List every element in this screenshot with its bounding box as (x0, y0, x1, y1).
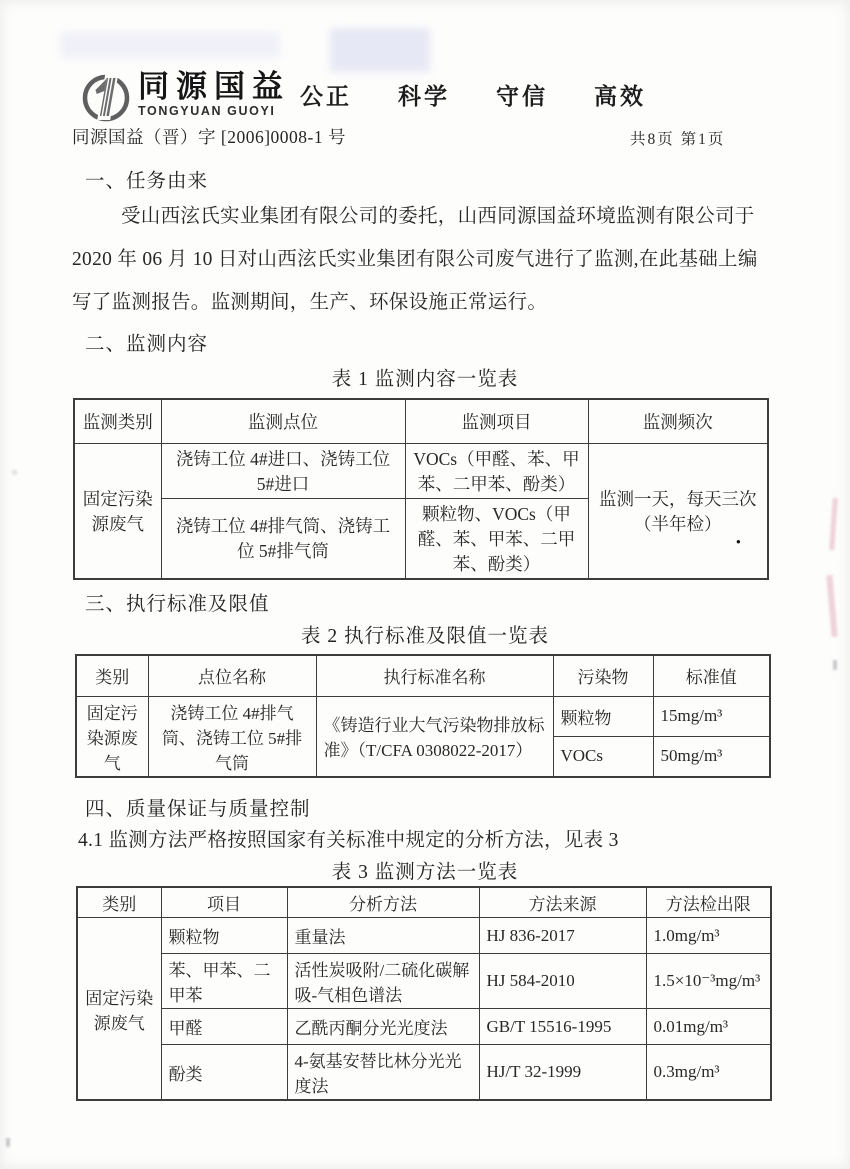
table2-header-cell: 点位名称 (148, 655, 316, 696)
tongyuan-logo-icon (82, 70, 132, 124)
table3-caption: 表 3 监测方法一览表 (331, 862, 519, 883)
table1-frequency-cell (588, 443, 768, 579)
table3-header-cell: 分析方法 (287, 887, 479, 918)
table1-header-cell: 监测频次 (588, 399, 768, 443)
table1-items-cell: VOCs（甲醛、苯、甲苯、二甲苯、酚类） (405, 443, 588, 498)
table2-standards-limits (75, 654, 771, 778)
table3-item-cell: 酚类 (161, 1045, 287, 1101)
table2-pollutant-cell: 颗粒物 (553, 696, 653, 736)
table3-row (77, 918, 771, 954)
table2-header-cell: 污染物 (553, 655, 653, 696)
slogan-word: 守信 (496, 84, 548, 110)
table1-point-cell: 浇铸工位 4#排气筒、浇铸工位 5#排气筒 (161, 498, 405, 579)
table3-header-cell: 方法来源 (479, 887, 646, 918)
table3-row (77, 1009, 771, 1045)
table3-source-cell: HJ/T 32-1999 (479, 1045, 646, 1101)
table3-source-cell: GB/T 15516-1995 (479, 1009, 646, 1045)
section4-subtext: 4.1 监测方法严格按照国家有关标准中规定的分析方法，见表 3 (78, 830, 619, 851)
scan-artifact (12, 470, 17, 475)
section1-paragraph-line3: 写了监测报告。监测期间，生产、环保设施正常运行。 (72, 292, 548, 313)
table3-method-cell: 重量法 (287, 918, 479, 954)
table2-limit-cell: 15mg/m³ (653, 696, 770, 736)
logo-company-name: 同源国益 (138, 69, 290, 104)
table2-header-cell: 类别 (76, 655, 148, 696)
section1-paragraph-line2: 2020 年 06 月 10 日对山西泫氏实业集团有限公司废气进行了监测,在此基础上编 (72, 249, 758, 270)
scan-artifact (833, 660, 837, 670)
slogan-word: 公正 (300, 84, 352, 110)
scan-artifact (330, 28, 430, 72)
table3-method-cell: 4-氨基安替比林分光光度法 (287, 1045, 479, 1101)
table2-pollutant-cell: VOCs (553, 736, 653, 777)
table1-items-cell: 颗粒物、VOCs（甲醛、苯、甲苯、二甲苯、酚类） (405, 498, 588, 579)
section2-title: 二、监测内容 (85, 334, 209, 355)
stray-ink-dot: • (735, 534, 741, 551)
slogan-word: 科学 (398, 84, 450, 110)
table1-monitoring-content (73, 398, 769, 580)
logo-company-name-latin: TONGYUAN GUOYI (138, 104, 276, 118)
table3-row (77, 954, 771, 1009)
table3-limit-cell: 1.5×10⁻³mg/m³ (646, 954, 771, 1009)
table1-frequency-line2: （半年检） (634, 513, 722, 534)
table2-row (76, 696, 770, 736)
table1-point-cell: 浇铸工位 4#进口、浇铸工位 5#进口 (161, 443, 405, 498)
table2-point-cell: 浇铸工位 4#排气筒、浇铸工位 5#排气筒 (148, 696, 316, 777)
table2-standard-cell: 《铸造行业大气污染物排放标准》（T/CFA 0308022-2017） (316, 696, 553, 777)
document-number: 同源国益（晋）字 [2006]0008-1 号 (72, 127, 346, 147)
page-count-indicator: 共8页 第1页 (630, 131, 726, 148)
table3-item-cell: 苯、甲苯、二甲苯 (161, 954, 287, 1009)
table1-row (74, 443, 768, 498)
table2-category-cell: 固定污染源废气 (76, 696, 148, 777)
scan-artifact (6, 1138, 10, 1147)
table1-header-cell: 监测类别 (74, 399, 161, 443)
table2-header-row (76, 655, 770, 696)
table2-caption: 表 2 执行标准及限值一览表 (300, 626, 549, 647)
table3-limit-cell: 0.01mg/m³ (646, 1009, 771, 1045)
table3-item-cell: 甲醛 (161, 1009, 287, 1045)
table3-row (77, 1045, 771, 1101)
table1-header-cell: 监测项目 (405, 399, 588, 443)
slogan-word: 高效 (594, 84, 646, 110)
table1-caption: 表 1 监测内容一览表 (331, 369, 519, 390)
table3-item-cell: 颗粒物 (161, 918, 287, 954)
table3-limit-cell: 0.3mg/m³ (646, 1045, 771, 1101)
section3-title: 三、执行标准及限值 (85, 594, 270, 615)
section1-title: 一、任务由来 (85, 171, 209, 192)
section4-title: 四、质量保证与质量控制 (85, 799, 311, 820)
table1-category-cell: 固定污染源废气 (74, 443, 161, 579)
scan-artifact (829, 498, 838, 550)
table3-header-cell: 方法检出限 (646, 887, 771, 918)
table3-method-cell: 乙酰丙酮分光光度法 (287, 1009, 479, 1045)
table3-header-cell: 项目 (161, 887, 287, 918)
section1-paragraph-line1: 受山西泫氏实业集团有限公司的委托，山西同源国益环境监测有限公司于 (121, 206, 755, 227)
table3-source-cell: HJ 584-2010 (479, 954, 646, 1009)
table3-method-cell: 活性炭吸附/二硫化碳解吸-气相色谱法 (287, 954, 479, 1009)
table1-frequency-line1: 监测一天，每天三次 (599, 488, 757, 509)
table3-category-cell: 固定污染源废气 (77, 918, 161, 1101)
table2-header-cell: 执行标准名称 (316, 655, 553, 696)
table1-header-row (74, 399, 768, 443)
table2-limit-cell: 50mg/m³ (653, 736, 770, 777)
table3-monitoring-methods (76, 886, 772, 1101)
table3-header-row (77, 887, 771, 918)
table1-header-cell: 监测点位 (161, 399, 405, 443)
table3-header-cell: 类别 (77, 887, 161, 918)
table3-source-cell: HJ 836-2017 (479, 918, 646, 954)
scan-artifact (60, 32, 280, 58)
table3-limit-cell: 1.0mg/m³ (646, 918, 771, 954)
table2-header-cell: 标准值 (653, 655, 770, 696)
slogan-row (300, 78, 646, 111)
